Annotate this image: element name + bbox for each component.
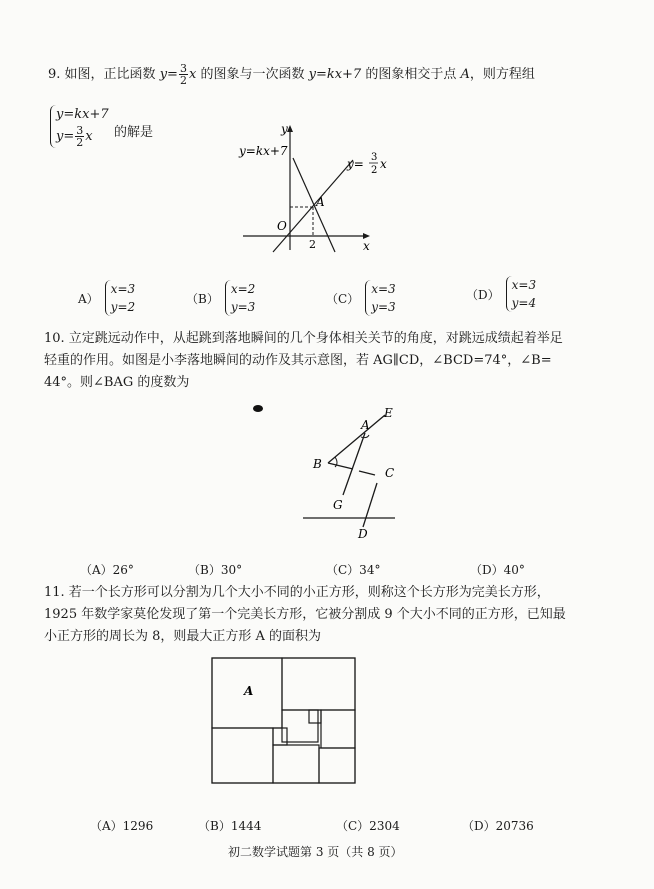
q11-stem-line3: 小正方形的周长为 8，则最大正方形 A 的面积为	[44, 629, 322, 644]
q11-option-c[interactable]: （C）2304	[336, 819, 400, 833]
q9-number: 9.	[48, 67, 61, 82]
q10-figure	[295, 405, 425, 545]
square-bottom-left	[212, 728, 273, 783]
q10-stem-line2: 轻重的作用。如图是小李落地瞬间的动作及其示意图，若 AG∥CD，∠BCD=74°，∠B=	[44, 353, 552, 368]
q11-stem-line1: 11. 若一个长方形可以分割为几个大小不同的小正方形，则称这个长方形为完美长方形，	[44, 585, 550, 600]
q9-option-a[interactable]: A） x=3 y=2	[78, 282, 136, 314]
label-b: B	[313, 457, 322, 471]
q9-fraction: $\frac{3}{2}$	[179, 62, 187, 87]
q10-option-c[interactable]: （C）34°	[326, 563, 381, 577]
ink-spot	[253, 405, 263, 412]
square-bottom-right	[319, 748, 355, 783]
square-mid-small-2	[309, 710, 321, 723]
label-two: 2	[309, 238, 316, 251]
q9-option-d[interactable]: （D） x=3 y=4	[466, 278, 537, 310]
q11-option-a[interactable]: （A）1296	[90, 819, 154, 833]
outer-rectangle	[212, 658, 355, 783]
q11-stem-line2: 1925 年数学家莫伦发现了第一个完美长方形，它被分割成 9 个大小不同的正方形，已知最	[44, 607, 566, 622]
q10-option-d[interactable]: （D）40°	[470, 563, 525, 577]
square-bottom-mid	[273, 745, 319, 783]
label-line-kx7: y=kx+7	[239, 144, 288, 158]
q11-perfect-rectangle	[211, 657, 361, 787]
square-mid-right-large	[321, 710, 355, 748]
q11-option-d[interactable]: （D）20736	[462, 819, 534, 833]
q10-option-b[interactable]: （B）30°	[188, 563, 243, 577]
label-x: x	[363, 239, 370, 253]
label-a: A	[361, 418, 370, 432]
q9-option-c[interactable]: （C） x=3 y=3	[326, 282, 396, 314]
label-e: E	[384, 406, 393, 420]
q11-option-b[interactable]: （B）1444	[198, 819, 262, 833]
label-origin: O	[277, 219, 287, 233]
label-square-a: A	[244, 684, 254, 698]
segment-bc	[328, 463, 353, 469]
q9-option-b[interactable]: （B） x=2 y=3	[186, 282, 256, 314]
label-line-32x-b: x	[380, 157, 387, 171]
page-footer: 初二数学试题第 3 页（共 8 页）	[228, 845, 403, 859]
q9-solution-prompt: 的解是	[114, 125, 154, 140]
label-d: D	[358, 527, 368, 541]
q10-stem-line3: 44°。则∠BAG 的度数为	[44, 375, 190, 390]
q9-stem: 9. 如图，正比函数 y= $\frac{3}{2}$ x 的图象与一次函数 y=kx+7 的图象相交于点 A，则方程组	[48, 62, 535, 87]
y-axis-arrow	[287, 125, 293, 132]
q10-stem-line1: 10. 立定跳远动作中，从起跳到落地瞬间的几个身体相关关节的角度，对跳远成绩起着举足	[44, 331, 563, 346]
label-c: C	[385, 466, 395, 480]
label-point-a: A	[316, 195, 325, 209]
segment-ag	[343, 433, 365, 495]
label-line-32x-a: y=	[347, 157, 364, 171]
square-top-right	[282, 658, 355, 710]
q9-graph	[235, 120, 395, 260]
q10-option-a[interactable]: （A）26°	[80, 563, 134, 577]
label-line-32x-den: 2	[371, 165, 378, 176]
q9-equation-system: y=kx+7 y= $\frac{3}{2}$ x	[50, 105, 109, 148]
label-y: y	[281, 122, 288, 136]
segment-cd	[363, 483, 377, 527]
label-g: G	[333, 498, 343, 512]
label-line-32x-num: 3	[371, 152, 378, 163]
